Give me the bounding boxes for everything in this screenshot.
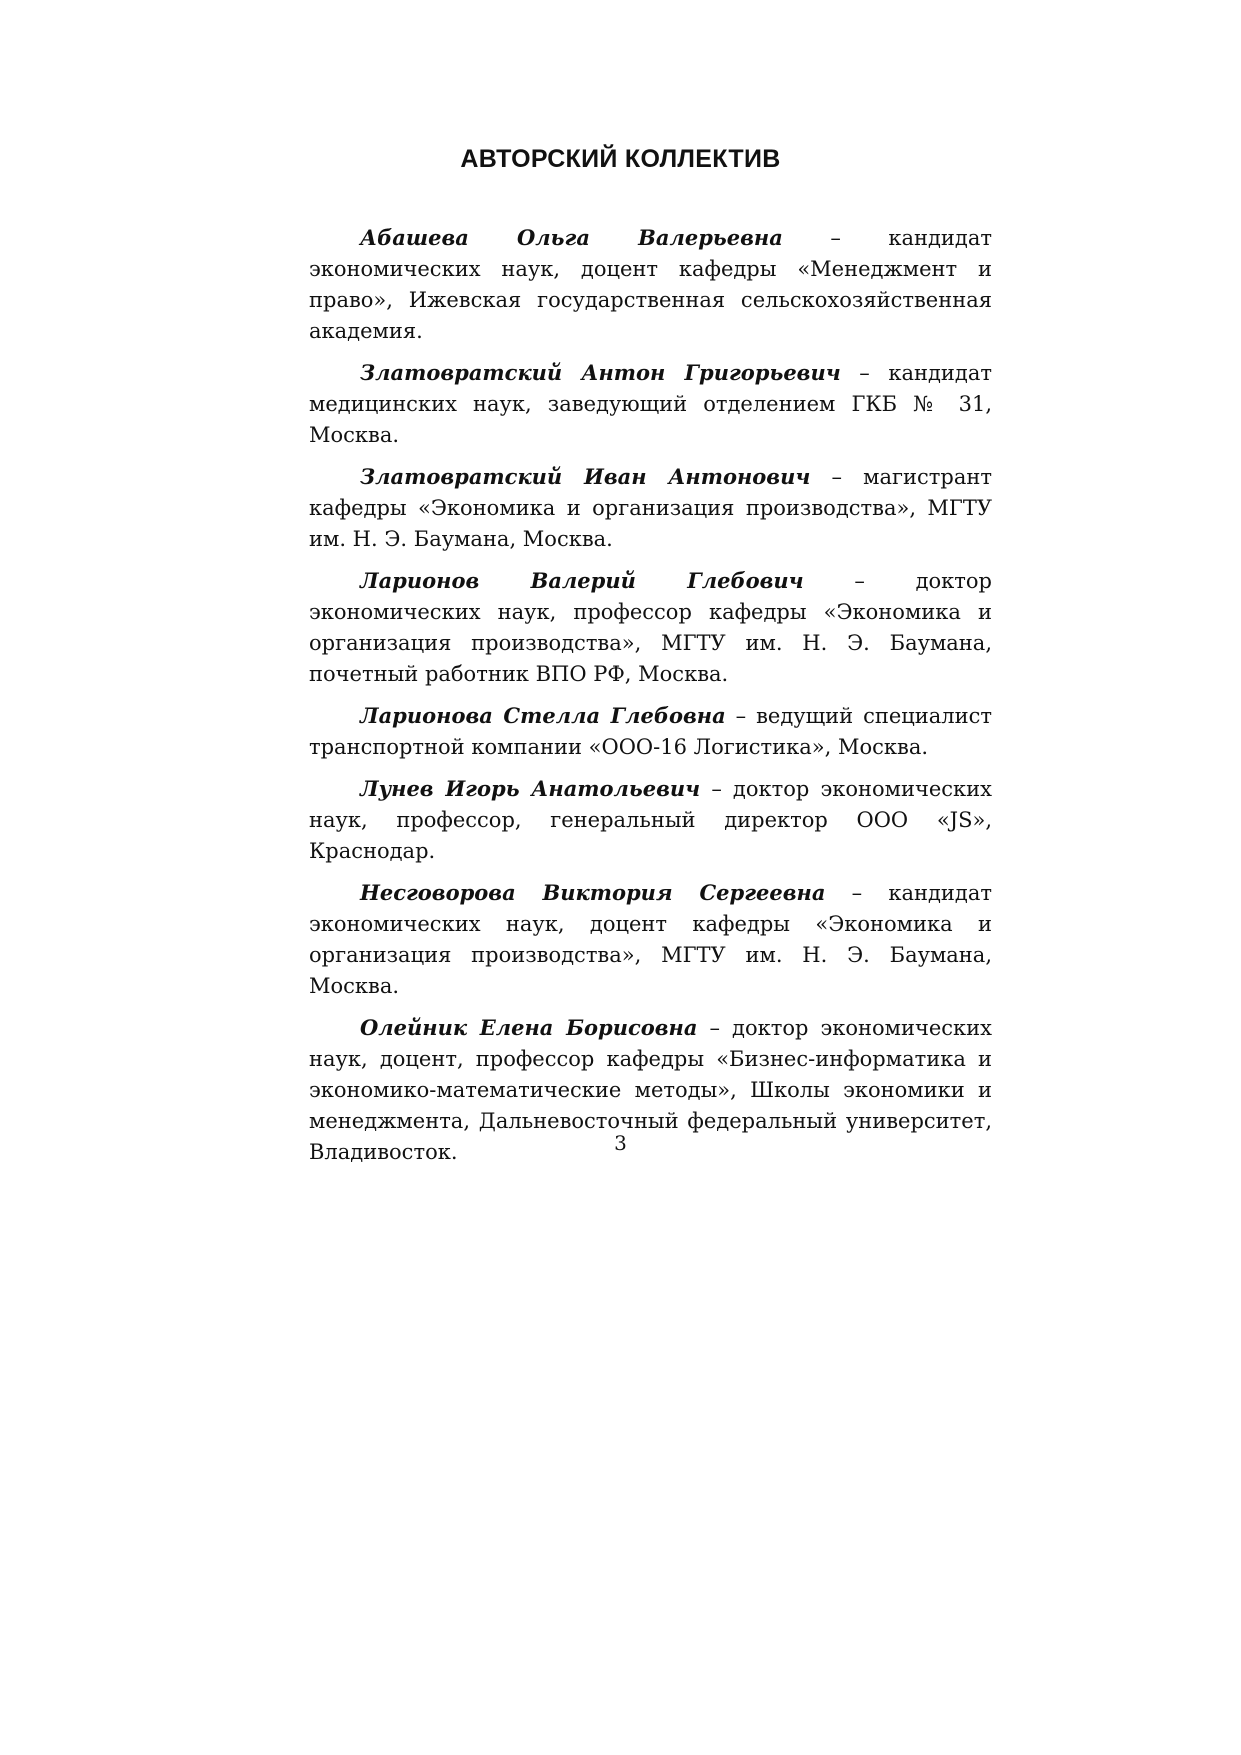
page-number: 3 — [614, 1131, 627, 1155]
page-title: АВТОРСКИЙ КОЛЛЕКТИВ — [460, 145, 781, 173]
author-entry — [309, 357, 992, 451]
author-entry — [309, 700, 992, 763]
author-description: – кандидат медицинских наук, заведующий отделением ГКБ № 31, Москва. — [309, 361, 992, 447]
author-name: Ларионова Стелла Глебовна — [360, 703, 726, 728]
author-entry — [309, 461, 992, 555]
author-entry — [309, 565, 992, 690]
author-name: Златовратский Антон Григорьевич — [360, 360, 841, 385]
author-name: Несговорова Виктория Сергеевна — [360, 880, 826, 905]
author-description: – доктор экономических наук, доцент, профессор кафедры «Бизнес-информатика и экономико-математические методы», Школы экономики и менеджмента, Дальневосточный федеральный университет, Владивосток. — [309, 1016, 992, 1164]
author-entry — [309, 877, 992, 1002]
author-description: – доктор экономических наук, профессор кафедры «Экономика и организация производства», МГТУ им. Н. Э. Баумана, почетный работник ВПО РФ, Москва. — [309, 569, 992, 686]
author-description: – кандидат экономических наук, доцент кафедры «Менеджмент и право», Ижевская государственная сельскохозяйственная академия. — [309, 226, 992, 343]
author-list — [309, 222, 992, 1178]
author-name: Олейник Елена Борисовна — [360, 1015, 698, 1040]
author-description: – ведущий специалист транспортной компании «ООО-16 Логистика», Москва. — [309, 704, 992, 759]
author-name: Лунев Игорь Анатольевич — [360, 776, 701, 801]
author-description: – магистрант кафедры «Экономика и организация производства», МГТУ им. Н. Э. Баумана, Москва. — [309, 465, 992, 551]
author-name: Златовратский Иван Антонович — [360, 464, 811, 489]
author-name: Абашева Ольга Валерьевна — [360, 225, 783, 250]
author-description: – кандидат экономических наук, доцент кафедры «Экономика и организация производства», МГТУ им. Н. Э. Баумана, Москва. — [309, 881, 992, 998]
author-name: Ларионов Валерий Глебович — [360, 568, 804, 593]
author-entry — [309, 773, 992, 867]
author-entry — [309, 222, 992, 347]
author-description: – доктор экономических наук, профессор, генеральный директор ООО «JS», Краснодар. — [309, 777, 992, 863]
